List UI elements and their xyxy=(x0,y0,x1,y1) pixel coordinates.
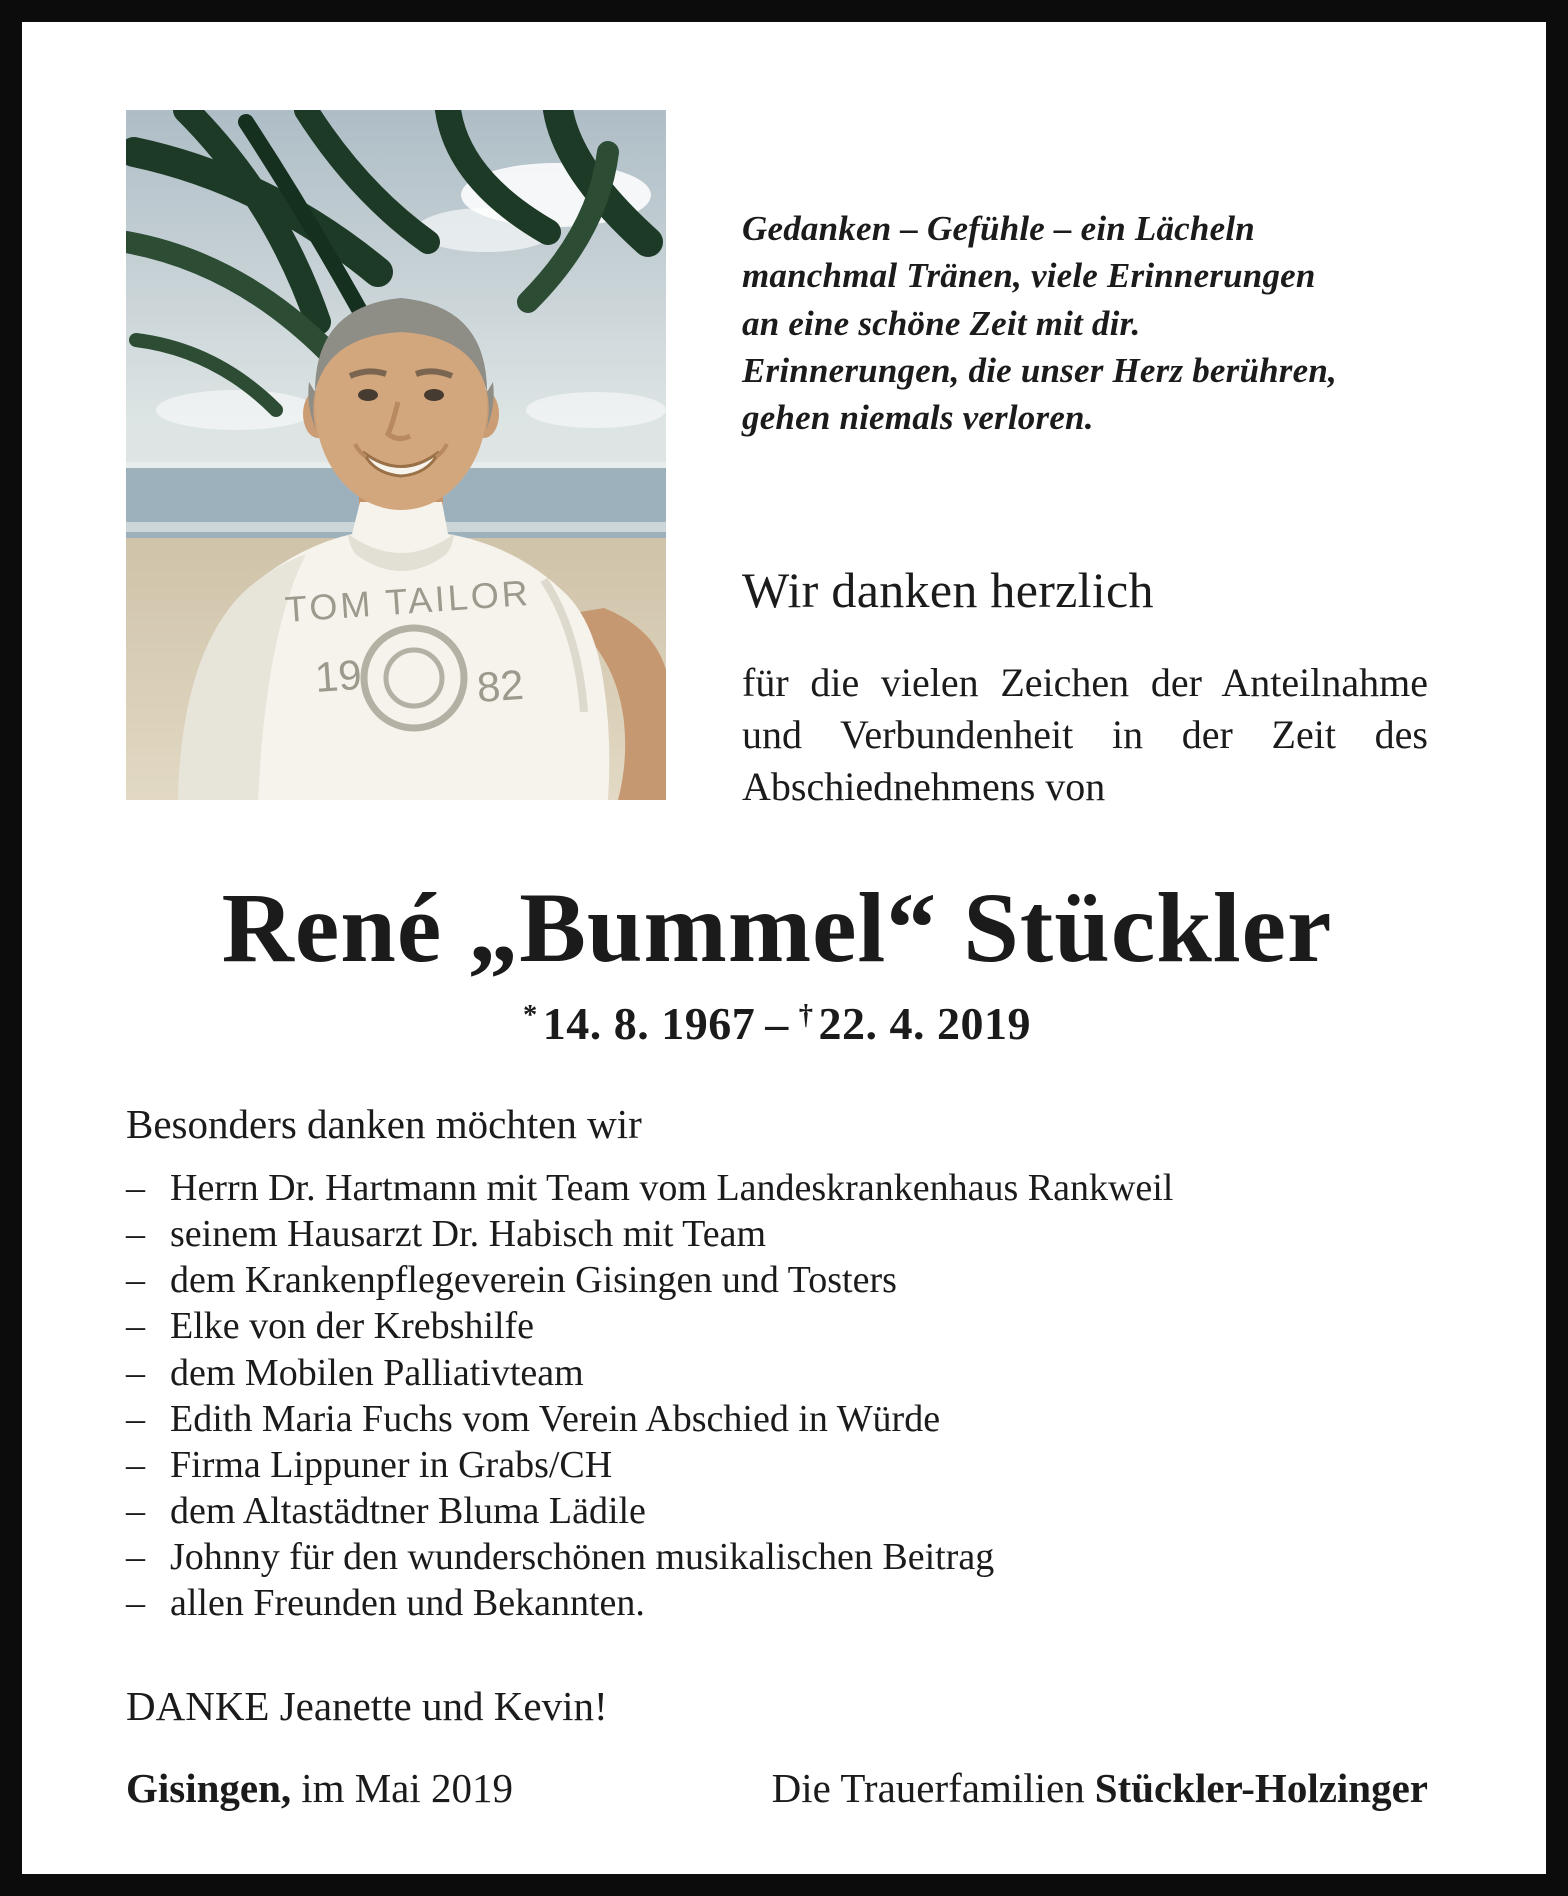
shirt-year-right: 82 xyxy=(475,660,526,711)
special-thanks-heading: Besonders danken möchten wir xyxy=(126,1101,642,1148)
thanks-list-text: Elke von der Krebshilfe xyxy=(170,1305,535,1348)
thanks-list-item xyxy=(126,1304,1428,1348)
thanks-list-item xyxy=(126,1535,1428,1579)
footer-family-name: Stückler-Holzinger xyxy=(1094,1765,1428,1811)
poem-line: manchmal Tränen, viele Erinnerungen xyxy=(742,256,1316,296)
list-dash: – xyxy=(126,1397,145,1440)
list-dash: – xyxy=(126,1443,145,1486)
list-dash: – xyxy=(126,1535,145,1578)
memorial-card-content xyxy=(22,22,1546,1874)
thanks-list-text: Johnny für den wunderschönen musikalischen Beitrag xyxy=(170,1535,995,1578)
footer-date: im Mai 2019 xyxy=(301,1765,514,1811)
shirt-brand-text: TOM TAILOR xyxy=(283,571,533,630)
list-dash: – xyxy=(126,1213,145,1256)
deceased-name: René „Bummel“ Stückler xyxy=(221,872,1333,984)
right-column xyxy=(666,110,1428,813)
thanks-list-item xyxy=(126,1212,1428,1256)
name-block xyxy=(126,873,1428,1050)
portrait-photo-graphic xyxy=(126,110,666,800)
thanks-list-text: dem Altastädtner Bluma Lädile xyxy=(170,1489,646,1532)
thanks-list-text: Herrn Dr. Hartmann mit Team vom Landeskrankenhaus Rankweil xyxy=(170,1167,1174,1210)
thanks-list-text: seinem Hausarzt Dr. Habisch mit Team xyxy=(170,1213,767,1256)
thanks-list-item xyxy=(126,1397,1428,1441)
list-dash: – xyxy=(126,1259,145,1302)
thanks-list-text: allen Freunden und Bekannten. xyxy=(170,1581,645,1624)
footer-family xyxy=(772,1764,1428,1812)
thanks-list-item xyxy=(126,1581,1428,1625)
thanks-list-item xyxy=(126,1351,1428,1395)
list-dash: – xyxy=(126,1581,145,1624)
birth-symbol: * xyxy=(522,1000,538,1032)
list-dash: – xyxy=(126,1489,145,1532)
thanks-heading: Wir danken herzlich xyxy=(742,562,1154,619)
portrait-photo xyxy=(126,110,666,800)
top-section xyxy=(126,110,1428,813)
footer-place-date xyxy=(126,1764,513,1812)
thanks-list-item xyxy=(126,1166,1428,1210)
thanks-list-item xyxy=(126,1489,1428,1533)
thanks-list-item xyxy=(126,1443,1428,1487)
thanks-list-text: Edith Maria Fuchs vom Verein Abschied in Würde xyxy=(170,1397,941,1440)
list-dash: – xyxy=(126,1351,145,1394)
birth-date: 14. 8. 1967 xyxy=(542,998,756,1050)
thanks-list-text: dem Krankenpflegeverein Gisingen und Tosters xyxy=(170,1259,897,1302)
thanks-intro: für die vielen Zeichen der Anteilnahme und Verbundenheit in der Zeit des Abschiednehmens von xyxy=(742,660,1428,810)
special-thanks-list xyxy=(126,1166,1428,1627)
thanks-list-item xyxy=(126,1258,1428,1302)
footer-place: Gisingen, xyxy=(126,1765,292,1811)
list-dash: – xyxy=(126,1305,145,1348)
danke-line: DANKE Jeanette und Kevin! xyxy=(126,1683,608,1730)
shirt-year-left: 19 xyxy=(313,650,364,701)
life-dates xyxy=(126,997,1428,1050)
poem-line: an eine schöne Zeit mit dir. xyxy=(742,303,1141,343)
footer-family-prefix: Die Trauerfamilien xyxy=(771,1765,1085,1811)
poem-line: gehen niemals verloren. xyxy=(742,398,1094,437)
date-separator: – xyxy=(765,998,789,1050)
footer xyxy=(126,1764,1428,1812)
list-dash: – xyxy=(126,1167,145,1210)
poem-line: Gedanken – Gefühle – ein Lächeln xyxy=(742,209,1255,248)
memorial-poem xyxy=(742,205,1428,441)
thanks-list-text: Firma Lippuner in Grabs/CH xyxy=(170,1443,613,1486)
death-symbol: † xyxy=(798,1000,814,1032)
thanks-list-text: dem Mobilen Palliativteam xyxy=(170,1351,584,1394)
death-date: 22. 4. 2019 xyxy=(818,998,1032,1050)
poem-line: Erinnerungen, die unser Herz berühren, xyxy=(742,350,1337,390)
